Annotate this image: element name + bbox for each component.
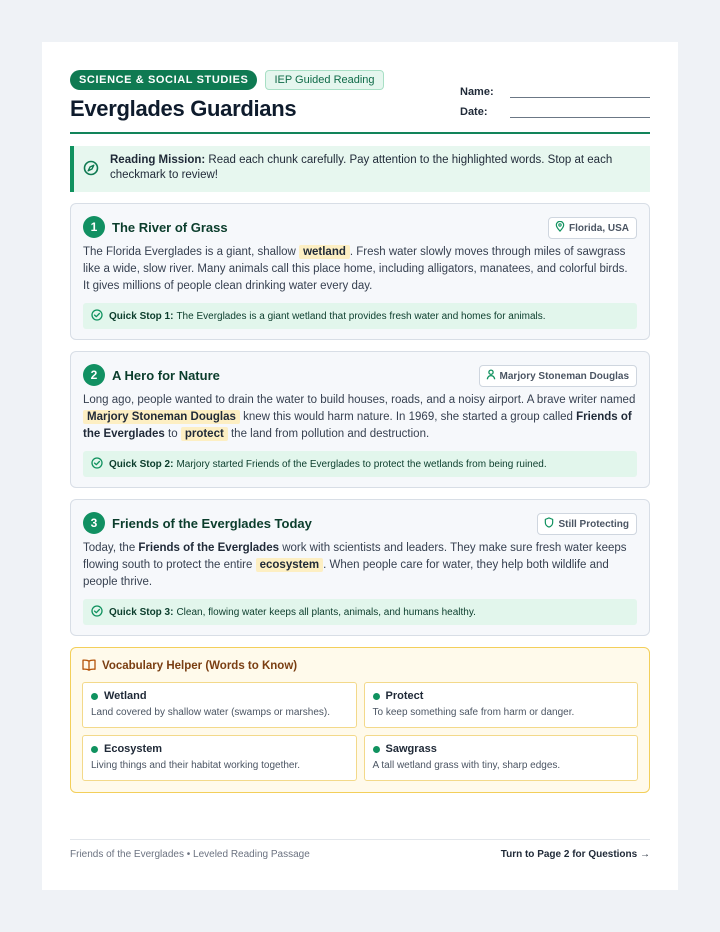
term-word: Wetland xyxy=(104,690,147,702)
term-definition: Living things and their habitat working together. xyxy=(91,760,301,771)
vocabulary-helper xyxy=(70,647,650,793)
vocab-term xyxy=(82,682,357,728)
person-icon xyxy=(486,369,496,383)
mission-text: Read each chunk carefully. Pay attention to the highlighted words. Stop at each checkmark to review! xyxy=(110,154,613,181)
person-chip xyxy=(479,365,637,387)
next-page-link[interactable]: Turn to Page 2 for Questions → xyxy=(500,849,650,860)
section-passage: The Florida Everglades is a giant, shallow wetland . Fresh water slowly moves through miles of sawgrass like a wide, slow river. Many animals call this place home, including alligators, manatees, and colorful birds. It gives millions of people clean drinking water every day. xyxy=(83,246,628,292)
vocab-highlight: Marjory Stoneman Douglas xyxy=(83,410,240,424)
worksheet-header xyxy=(70,70,650,132)
name-line[interactable] xyxy=(510,84,650,98)
bullet-dot xyxy=(373,746,380,753)
section-number: 2 xyxy=(83,364,105,386)
vocab-heading: Vocabulary Helper (Words to Know) xyxy=(102,660,298,672)
bullet-dot xyxy=(91,746,98,753)
shield-icon xyxy=(544,517,554,531)
worksheet-page xyxy=(42,42,678,890)
date-line[interactable] xyxy=(510,104,650,118)
page-title: Everglades Guardians xyxy=(70,96,297,121)
vocab-highlight: protect xyxy=(181,427,228,441)
section-title: Friends of the Everglades Today xyxy=(112,515,312,531)
subject-tag: SCIENCE & SOCIAL STUDIES xyxy=(70,70,257,90)
quick-stop-text: The Everglades is a giant wetland that provides fresh water and homes for animals. xyxy=(176,310,546,322)
quick-stop-text: Marjory started Friends of the Everglades to protect the wetlands from being ruined. xyxy=(176,458,547,470)
name-date-fields xyxy=(460,78,650,118)
section-number: 3 xyxy=(83,512,105,534)
vocab-term xyxy=(364,682,639,728)
quick-stop xyxy=(83,451,637,477)
section-title: The River of Grass xyxy=(112,219,228,235)
open-book-icon xyxy=(82,659,96,674)
vocab-term xyxy=(82,735,357,781)
check-circle-icon xyxy=(91,457,103,472)
section-card-2 xyxy=(70,351,650,488)
date-field[interactable] xyxy=(460,98,650,118)
term-word: Ecosystem xyxy=(104,743,163,755)
bullet-dot xyxy=(373,693,380,700)
page-footer xyxy=(70,839,650,860)
iep-tag: IEP Guided Reading xyxy=(265,70,383,90)
check-circle-icon xyxy=(91,309,103,324)
vocab-highlight: ecosystem xyxy=(256,558,323,572)
section-card-3 xyxy=(70,499,650,636)
quick-stop-text: Clean, flowing water keeps all plants, animals, and humans healthy. xyxy=(176,606,476,618)
name-field[interactable] xyxy=(460,78,650,98)
quick-stop-label: Quick Stop 2: xyxy=(109,458,174,470)
term-definition: A tall wetland grass with tiny, sharp edges. xyxy=(372,760,561,771)
vocab-term xyxy=(364,735,639,781)
term-word: Protect xyxy=(385,690,424,702)
section-title: A Hero for Nature xyxy=(112,367,220,383)
location-chip xyxy=(548,217,637,239)
compass-icon xyxy=(83,160,99,181)
chip-label: Florida, USA xyxy=(568,222,629,234)
name-label: Name: xyxy=(460,86,494,98)
section-passage: Long ago, people wanted to drain the water to build houses, roads, and a noisy airport. A brave writer named Marjory Stoneman Douglas knew this would harm nature. In 1969, she started a group called Friends of the Everglades to protect the land from pollution and destruction. xyxy=(83,394,636,440)
section-number: 1 xyxy=(83,216,105,238)
footer-caption: Friends of the Everglades • Leveled Reading Passage xyxy=(70,849,310,860)
header-divider xyxy=(70,132,650,134)
mission-label: Reading Mission: xyxy=(110,154,206,166)
check-circle-icon xyxy=(91,605,103,620)
term-definition: To keep something safe from harm or danger. xyxy=(372,707,575,718)
vocab-highlight: wetland xyxy=(299,245,350,259)
term-word: Sawgrass xyxy=(385,743,437,755)
section-card-1 xyxy=(70,203,650,340)
status-chip xyxy=(537,513,637,535)
reading-mission xyxy=(70,146,650,192)
chip-label: Marjory Stoneman Douglas xyxy=(499,370,629,382)
quick-stop xyxy=(83,599,637,625)
quick-stop xyxy=(83,303,637,329)
bullet-dot xyxy=(91,693,98,700)
chip-label: Still Protecting xyxy=(558,518,629,530)
section-passage: Today, the Friends of the Everglades work with scientists and leaders. They make sure fresh water keeps flowing south to protect the entire ecosystem . When people care for water, they help both wildlife and people thrive. xyxy=(83,542,627,588)
map-pin-icon xyxy=(555,221,565,235)
quick-stop-label: Quick Stop 3: xyxy=(109,606,174,618)
quick-stop-label: Quick Stop 1: xyxy=(109,310,174,322)
date-label: Date: xyxy=(460,106,488,118)
vocab-grid xyxy=(82,682,638,781)
term-definition: Land covered by shallow water (swamps or marshes). xyxy=(91,707,330,718)
